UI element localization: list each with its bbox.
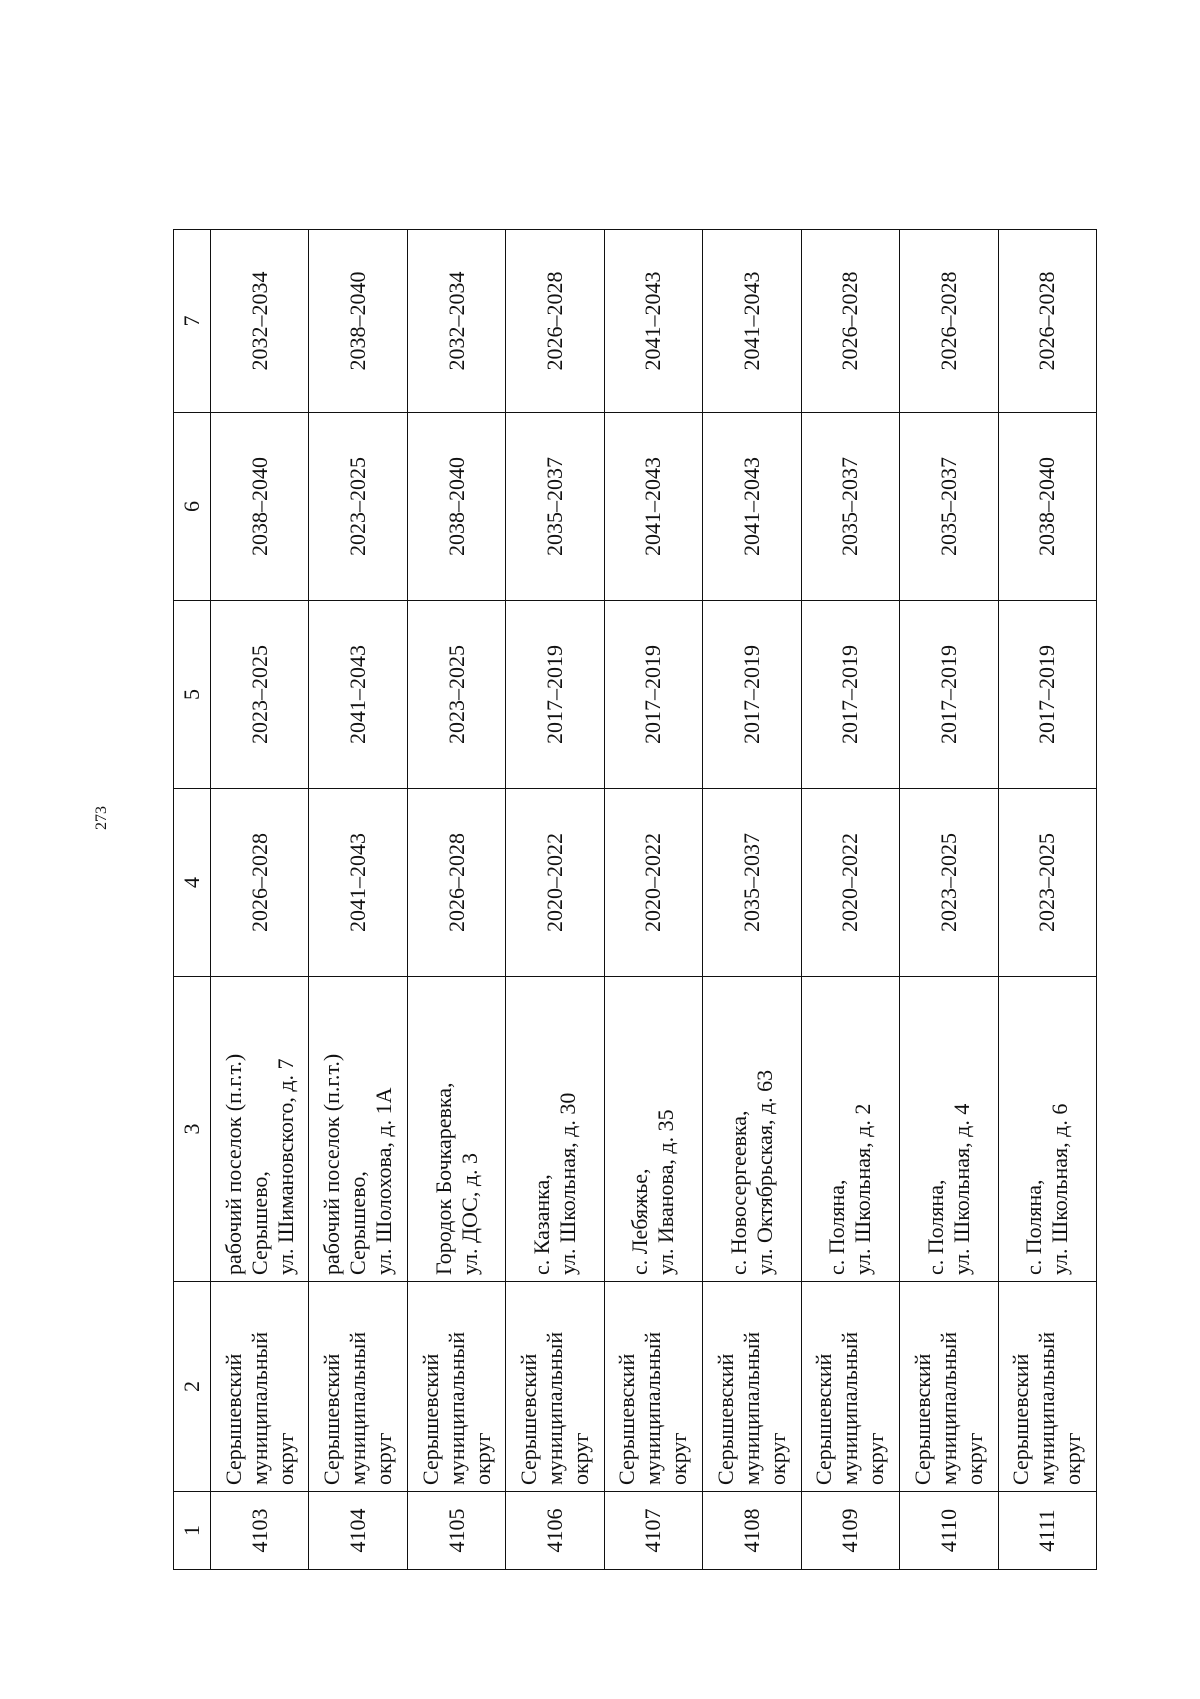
- table-cell-c6: 2023–2025: [309, 413, 407, 601]
- cell-line: Городок Бочкаревка,: [430, 1082, 456, 1275]
- cell-line: с. Казанка,: [529, 1174, 555, 1275]
- cell-line: муниципальный: [345, 1331, 371, 1485]
- table-cell-c2: [506, 1282, 604, 1492]
- table-cell-c6: 2038–2040: [998, 413, 1097, 601]
- page-number: 273: [93, 806, 110, 830]
- cell-line: муниципальный: [738, 1331, 764, 1485]
- table-cell-c6: 2035–2037: [801, 413, 899, 601]
- table-cell-c4: 2026–2028: [211, 789, 309, 977]
- table-cell-c4: 2041–2043: [309, 789, 407, 977]
- cell-line: Серышевский: [417, 1353, 443, 1485]
- cell-line: Серышевский: [1008, 1353, 1034, 1485]
- cell-line: округ: [666, 1432, 692, 1485]
- table-cell-c7: 2038–2040: [309, 230, 407, 413]
- cell-line: округ: [272, 1432, 298, 1485]
- cell-line: ул. Шимановского, д. 7: [272, 1058, 298, 1275]
- table-cell-c2: [604, 1282, 702, 1492]
- cell-line: муниципальный: [837, 1331, 863, 1485]
- cell-line: округ: [469, 1432, 495, 1485]
- table-row: [309, 230, 407, 1570]
- cell-line: рабочий поселок (п.г.т.): [220, 1053, 246, 1275]
- table-cell-c3: [309, 977, 407, 1282]
- cell-line: ул. Школьная, д. 2: [850, 1103, 876, 1275]
- header-row: [174, 230, 211, 1570]
- cell-line: ул. Школьная, д. 4: [948, 1103, 974, 1275]
- header-cell: 7: [174, 230, 211, 413]
- cell-line: Серышево,: [246, 1171, 272, 1275]
- table-cell-c6: 2041–2043: [703, 413, 801, 601]
- table-cell-c6: 2035–2037: [506, 413, 604, 601]
- rotated-table-container: [173, 230, 1097, 1570]
- schedule-table: [173, 229, 1097, 1570]
- cell-line: Серышевский: [614, 1353, 640, 1485]
- table-cell-c2: [407, 1282, 505, 1492]
- table-cell-c1: 4106: [506, 1492, 604, 1570]
- table-cell-c4: 2026–2028: [407, 789, 505, 977]
- header-cell: 1: [174, 1492, 211, 1570]
- cell-line: Серышевский: [220, 1353, 246, 1485]
- table-cell-c1: 4107: [604, 1492, 702, 1570]
- table-cell-c6: 2035–2037: [900, 413, 998, 601]
- table-cell-c7: 2032–2034: [211, 230, 309, 413]
- table-cell-c3: [998, 977, 1097, 1282]
- table-cell-c5: 2017–2019: [998, 601, 1097, 789]
- table-cell-c2: [998, 1282, 1097, 1492]
- table-cell-c5: 2017–2019: [604, 601, 702, 789]
- table-cell-c5: 2023–2025: [407, 601, 505, 789]
- table-cell-c5: 2041–2043: [309, 601, 407, 789]
- table-cell-c4: 2020–2022: [604, 789, 702, 977]
- table-row: [211, 230, 309, 1570]
- cell-line: Серышевский: [811, 1353, 837, 1485]
- cell-line: рабочий поселок (п.г.т.): [319, 1053, 345, 1275]
- cell-line: Серышевский: [712, 1353, 738, 1485]
- table-row: [998, 230, 1097, 1570]
- table-cell-c1: 4108: [703, 1492, 801, 1570]
- table-cell-c1: 4104: [309, 1492, 407, 1570]
- cell-line: муниципальный: [1034, 1331, 1060, 1485]
- table-cell-c3: [604, 977, 702, 1282]
- table-cell-c5: 2017–2019: [801, 601, 899, 789]
- cell-line: Серышевский: [319, 1353, 345, 1485]
- cell-line: округ: [371, 1432, 397, 1485]
- table-cell-c2: [900, 1282, 998, 1492]
- cell-line: муниципальный: [542, 1331, 568, 1485]
- table-cell-c5: 2017–2019: [506, 601, 604, 789]
- table-cell-c2: [309, 1282, 407, 1492]
- table-cell-c6: 2038–2040: [211, 413, 309, 601]
- table-cell-c7: 2041–2043: [604, 230, 702, 413]
- cell-line: муниципальный: [640, 1331, 666, 1485]
- table-cell-c6: 2041–2043: [604, 413, 702, 601]
- table-row: [407, 230, 505, 1570]
- cell-line: с. Поляна,: [1021, 1179, 1047, 1275]
- table-cell-c3: [703, 977, 801, 1282]
- header-cell: 5: [174, 601, 211, 789]
- table-row: [604, 230, 702, 1570]
- table-cell-c7: 2026–2028: [998, 230, 1097, 413]
- table-cell-c1: 4111: [998, 1492, 1097, 1570]
- cell-line: с. Поляна,: [922, 1179, 948, 1275]
- table-row: [506, 230, 604, 1570]
- table-cell-c6: 2038–2040: [407, 413, 505, 601]
- cell-line: округ: [863, 1432, 889, 1485]
- header-cell: 3: [174, 977, 211, 1282]
- table-cell-c7: 2032–2034: [407, 230, 505, 413]
- table-row: [801, 230, 899, 1570]
- cell-line: с. Лебяжье,: [627, 1168, 653, 1275]
- table-cell-c7: 2041–2043: [703, 230, 801, 413]
- table-cell-c4: 2023–2025: [998, 789, 1097, 977]
- cell-line: с. Новосергеевка,: [725, 1110, 751, 1275]
- cell-line: муниципальный: [935, 1331, 961, 1485]
- table-cell-c7: 2026–2028: [801, 230, 899, 413]
- table-cell-c3: [506, 977, 604, 1282]
- cell-line: ул. Иванова, д. 35: [653, 1109, 679, 1275]
- cell-line: Серышево,: [345, 1171, 371, 1275]
- cell-line: округ: [568, 1432, 594, 1485]
- table-cell-c3: [801, 977, 899, 1282]
- table-cell-c1: 4103: [211, 1492, 309, 1570]
- table-body: [174, 230, 1097, 1570]
- cell-line: ул. Школьная, д. 30: [555, 1092, 581, 1275]
- table-cell-c5: 2017–2019: [900, 601, 998, 789]
- table-cell-c4: 2035–2037: [703, 789, 801, 977]
- table-row: [703, 230, 801, 1570]
- cell-line: ул. Школьная, д. 6: [1047, 1103, 1073, 1275]
- table-cell-c5: 2017–2019: [703, 601, 801, 789]
- cell-line: Серышевский: [516, 1353, 542, 1485]
- table-cell-c3: [211, 977, 309, 1282]
- table-cell-c2: [801, 1282, 899, 1492]
- cell-line: муниципальный: [443, 1331, 469, 1485]
- table-cell-c1: 4105: [407, 1492, 505, 1570]
- table-cell-c7: 2026–2028: [506, 230, 604, 413]
- table-cell-c4: 2023–2025: [900, 789, 998, 977]
- header-cell: 2: [174, 1282, 211, 1492]
- cell-line: муниципальный: [246, 1331, 272, 1485]
- table-cell-c5: 2023–2025: [211, 601, 309, 789]
- cell-line: ул. ДОС, д. 3: [456, 1152, 482, 1275]
- cell-line: ул. Октябрьская, д. 63: [751, 1069, 777, 1275]
- table-cell-c4: 2020–2022: [506, 789, 604, 977]
- table-cell-c2: [211, 1282, 309, 1492]
- table-cell-c3: [900, 977, 998, 1282]
- table-cell-c7: 2026–2028: [900, 230, 998, 413]
- header-cell: 4: [174, 789, 211, 977]
- table-cell-c1: 4109: [801, 1492, 899, 1570]
- table-cell-c3: [407, 977, 505, 1282]
- cell-line: ул. Шолохова, д. 1А: [371, 1087, 397, 1275]
- cell-line: Серышевский: [909, 1353, 935, 1485]
- cell-line: округ: [1060, 1432, 1086, 1485]
- header-cell: 6: [174, 413, 211, 601]
- table-row: [900, 230, 998, 1570]
- cell-line: округ: [961, 1432, 987, 1485]
- table-cell-c1: 4110: [900, 1492, 998, 1570]
- table-cell-c2: [703, 1282, 801, 1492]
- cell-line: с. Поляна,: [824, 1179, 850, 1275]
- cell-line: округ: [764, 1432, 790, 1485]
- table-cell-c4: 2020–2022: [801, 789, 899, 977]
